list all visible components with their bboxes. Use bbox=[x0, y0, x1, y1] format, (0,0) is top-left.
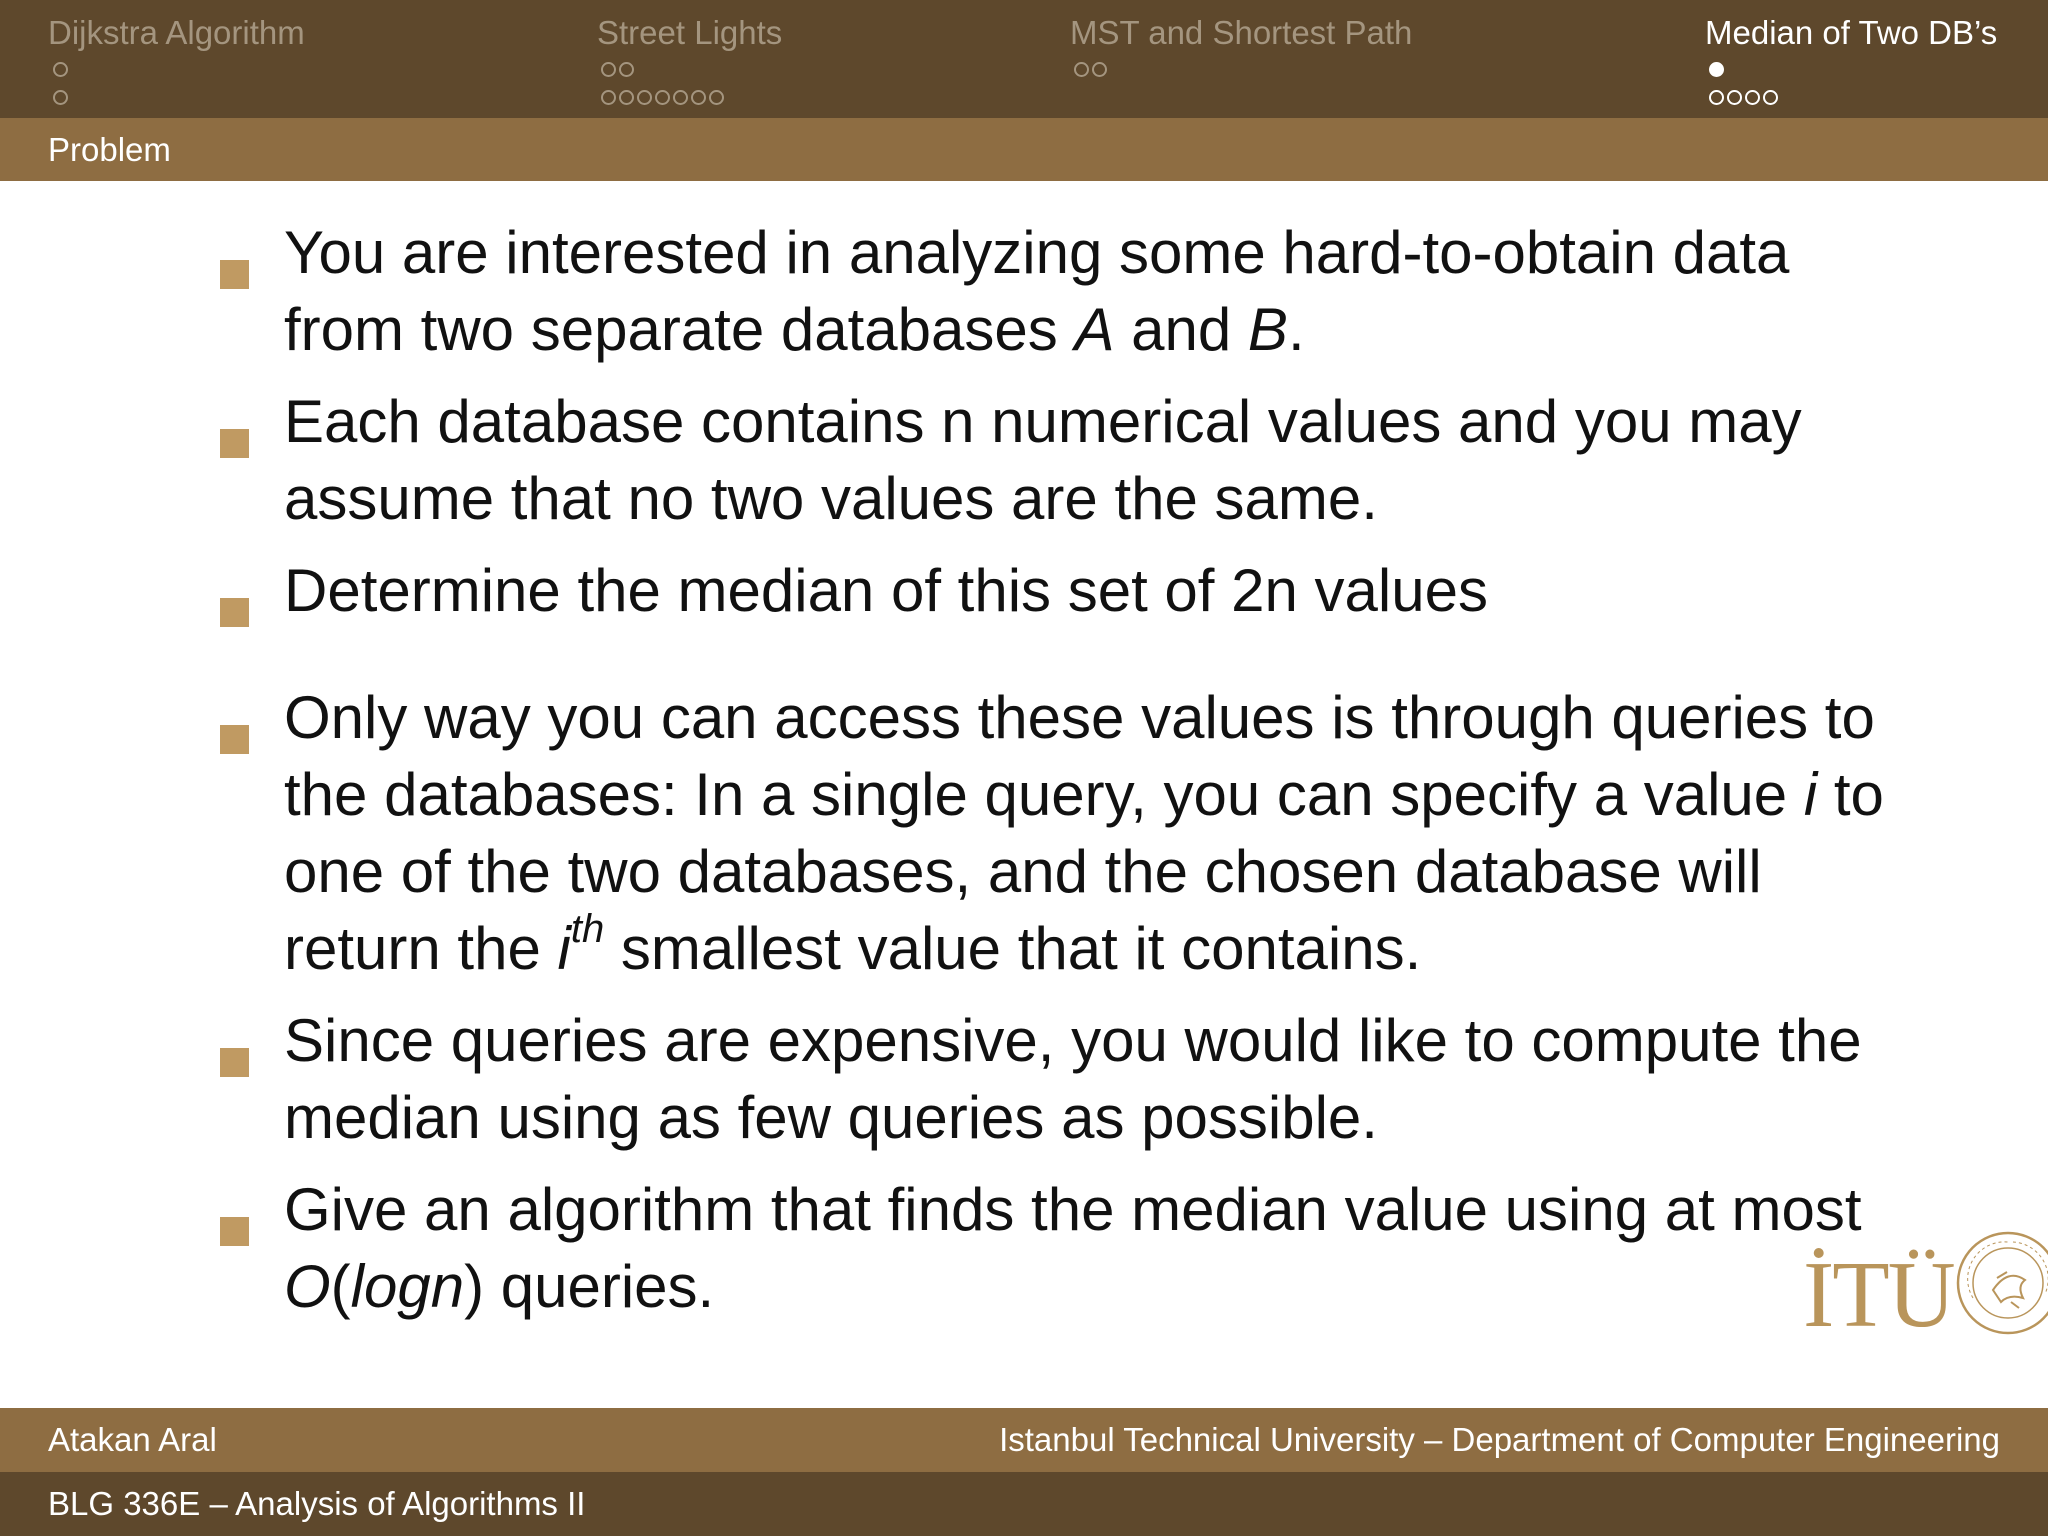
nav-frame-dot[interactable] bbox=[601, 62, 616, 77]
math-symbol: B bbox=[1247, 296, 1288, 363]
frame-title-bar bbox=[0, 118, 2048, 181]
nav-subsection-dots bbox=[601, 90, 724, 105]
bullet-text-run: and bbox=[1114, 296, 1248, 363]
math-superscript: th bbox=[570, 907, 605, 951]
bullet-item bbox=[208, 383, 1888, 537]
bullet-item bbox=[208, 1002, 1888, 1156]
itu-logo-text: İTÜ bbox=[1803, 1243, 1954, 1347]
nav-frame-dot[interactable] bbox=[1709, 62, 1724, 77]
bullet-item bbox=[208, 552, 1888, 629]
math-paren: ( bbox=[330, 1253, 351, 1320]
nav-frame-dot[interactable] bbox=[691, 90, 706, 105]
bullet-square-icon bbox=[220, 1048, 249, 1077]
math-symbol: i bbox=[557, 915, 571, 982]
nav-frame-dot[interactable] bbox=[1092, 62, 1107, 77]
bullet-text bbox=[284, 219, 1789, 363]
nav-subsection-dots bbox=[53, 62, 68, 77]
bullet-item bbox=[208, 1171, 1888, 1325]
bullet-square-icon bbox=[220, 598, 249, 627]
nav-subsection-dots bbox=[1709, 62, 1724, 77]
bullet-item bbox=[208, 679, 1888, 987]
bullet-text bbox=[284, 1176, 1862, 1320]
bullet-text bbox=[284, 1007, 1862, 1151]
nav-frame-dot[interactable] bbox=[601, 90, 616, 105]
nav-frame-dot[interactable] bbox=[1074, 62, 1089, 77]
math-symbol: A bbox=[1074, 296, 1115, 363]
bullet-text-run: Determine the median of this set of 2n values bbox=[284, 557, 1488, 624]
bullet-text-run: You are interested in analyzing some hard-to-obtain data from two separate databases bbox=[284, 219, 1790, 363]
nav-frame-dot[interactable] bbox=[619, 62, 634, 77]
university-seal-icon bbox=[1953, 1228, 2048, 1338]
nav-frame-dot[interactable] bbox=[1709, 90, 1724, 105]
footer-institute: Istanbul Technical University – Department of Computer Engineering bbox=[999, 1421, 2000, 1458]
bullet-text-run: Since queries are expensive, you would like to compute the median using as few queries as possible. bbox=[284, 1007, 1862, 1151]
bullet-text-run: Only way you can access these values is through queries to the databases: In a single query, you can specify a value bbox=[284, 684, 1875, 828]
bullet-text bbox=[284, 557, 1488, 624]
nav-frame-dot[interactable] bbox=[655, 90, 670, 105]
itu-logo bbox=[1803, 1228, 2048, 1368]
bullet-text bbox=[284, 684, 1884, 982]
bullet-text-run: Each database contains n numerical values and you may assume that no two values are the same. bbox=[284, 388, 1802, 532]
footer-course-bar bbox=[0, 1472, 2048, 1536]
nav-section-title: MST and Shortest Path bbox=[1070, 14, 1413, 51]
bullet-square-icon bbox=[220, 725, 249, 754]
nav-frame-dot[interactable] bbox=[1745, 90, 1760, 105]
nav-section-title: Street Lights bbox=[597, 14, 783, 51]
nav-frame-dot[interactable] bbox=[709, 90, 724, 105]
bullet-text-run: smallest value that it contains. bbox=[604, 915, 1422, 982]
footer-author: Atakan Aral bbox=[48, 1421, 217, 1458]
bullet-square-icon bbox=[220, 429, 249, 458]
bullet-text bbox=[284, 388, 1802, 532]
nav-frame-dot[interactable] bbox=[53, 62, 68, 77]
math-symbol: i bbox=[1803, 761, 1818, 828]
math-symbol: logn bbox=[350, 1253, 465, 1320]
bullet-text-run: Give an algorithm that finds the median value using at most bbox=[284, 1176, 1862, 1243]
bullet-square-icon bbox=[220, 1217, 249, 1246]
nav-section-title: Dijkstra Algorithm bbox=[48, 14, 305, 51]
nav-subsection-dots bbox=[53, 90, 68, 105]
footer-course-title: BLG 336E – Analysis of Algorithms II bbox=[48, 1485, 586, 1522]
math-paren: ) bbox=[464, 1253, 485, 1320]
math-symbol: O bbox=[284, 1253, 331, 1320]
nav-section-title: Median of Two DB’s bbox=[1705, 14, 1998, 51]
bullet-item bbox=[208, 214, 1888, 368]
footer-author-bar bbox=[0, 1408, 2048, 1472]
nav-frame-dot[interactable] bbox=[1727, 90, 1742, 105]
bullet-square-icon bbox=[220, 260, 249, 289]
nav-frame-dot[interactable] bbox=[53, 90, 68, 105]
frame-title: Problem bbox=[48, 131, 171, 168]
bullet-text-run: to one of the two databases, and the chosen database will return the bbox=[284, 761, 1884, 982]
bullet-text-run: . bbox=[1287, 296, 1305, 363]
nav-frame-dot[interactable] bbox=[673, 90, 688, 105]
nav-frame-dot[interactable] bbox=[1763, 90, 1778, 105]
section-navigation-bar bbox=[0, 0, 2048, 118]
nav-subsection-dots bbox=[1709, 90, 1778, 105]
nav-frame-dot[interactable] bbox=[637, 90, 652, 105]
bullet-text-run: queries. bbox=[484, 1253, 715, 1320]
nav-frame-dot[interactable] bbox=[619, 90, 634, 105]
nav-subsection-dots bbox=[1074, 62, 1107, 77]
slide-body bbox=[208, 214, 1888, 1340]
nav-subsection-dots bbox=[601, 62, 634, 77]
